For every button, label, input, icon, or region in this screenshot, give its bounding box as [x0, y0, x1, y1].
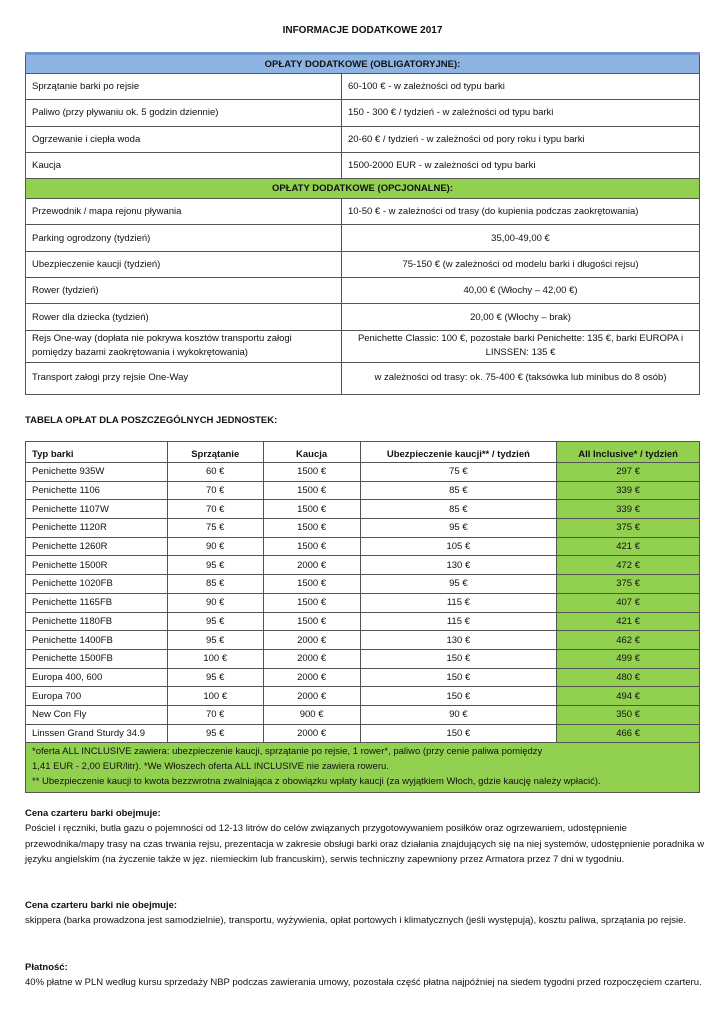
deposit: 900 € — [263, 705, 360, 724]
fee-name: Transport załogi przy rejsie One-Way — [26, 362, 342, 394]
boat-type: New Con Fly — [26, 705, 168, 724]
table-row — [26, 687, 700, 706]
deposit-insurance: 150 € — [360, 687, 557, 706]
fee-value: Penichette Classic: 100 €, pozostałe barki Penichette: 135 €, barki EUROPA i LINSSEN: 135 € — [342, 330, 700, 362]
deposit-insurance: 85 € — [360, 481, 557, 500]
fee-row — [26, 362, 700, 394]
fee-row — [26, 74, 700, 100]
fee-name: Rejs One-way (dopłata nie pokrywa kosztów transportu załogi pomiędzy bazami zaokrętowania i wykokrętowania) — [26, 330, 342, 362]
deposit: 1500 € — [263, 593, 360, 612]
fee-name: Rower (tydzień) — [26, 278, 342, 304]
deposit-insurance: 150 € — [360, 724, 557, 743]
deposit: 2000 € — [263, 687, 360, 706]
note-line: ** Ubezpieczenie kaucji to kwota bezzwrotna zwalniająca z obowiązku wpłaty kaucji (za wyjątkiem Włoch, gdzie kaucję należy wpłacić). — [32, 775, 601, 787]
fee-value: 1500-2000 EUR - w zależności od typu barki — [342, 152, 700, 178]
cleaning-fee: 85 € — [167, 575, 263, 594]
all-inclusive-price: 494 € — [557, 687, 700, 706]
fee-name: Sprzątanie barki po rejsie — [26, 74, 342, 100]
table-row — [26, 705, 700, 724]
table-row — [26, 575, 700, 594]
table-row — [26, 463, 700, 482]
boat-type: Penichette 1260R — [26, 537, 168, 556]
fee-value: w zależności od trasy: ok. 75-400 € (taksówka lub minibus do 8 osób) — [342, 362, 700, 394]
deposit: 1500 € — [263, 612, 360, 631]
fee-name: Ubezpieczenie kaucji (tydzień) — [26, 251, 342, 277]
mandatory-fees-header-label: OPŁATY DODATKOWE (OBLIGATORYJNE): — [26, 54, 700, 74]
fee-name: Ogrzewanie i ciepła woda — [26, 126, 342, 152]
document-title: INFORMACJE DODATKOWE 2017 — [282, 25, 443, 36]
section-text: Pościel i ręczniki, butla gazu o pojemności od 12-13 litrów do celów związanych przygotowywaniem posiłków oraz ogrzewaniem, udostępnienie przewodnika/mapy trasy na czas trwania rejsu, prezentacja w zakresie obsługi barki oraz działania znajdujących się na niej systemów, udostępnienie poradnika w języku angielskim (na życzenie także w jęz. niemieckim lub francuskim), serwis techniczny zapewniony przez Armatora przez 7 dni w tygodniu. — [25, 823, 705, 866]
column-header: Ubezpieczenie kaucji** / tydzień — [360, 442, 557, 463]
all-inclusive-price: 466 € — [557, 724, 700, 743]
cleaning-fee: 100 € — [167, 649, 263, 668]
fee-row — [26, 304, 700, 330]
all-inclusive-price: 480 € — [557, 668, 700, 687]
cleaning-fee: 95 € — [167, 668, 263, 687]
fee-value: 10-50 € - w zależności od trasy (do kupienia podczas zaokrętowania) — [342, 199, 700, 225]
fee-value: 75-150 € (w zależności od modelu barki i długości rejsu) — [342, 251, 700, 277]
cleaning-fee: 90 € — [167, 537, 263, 556]
boat-type: Penichette 1400FB — [26, 631, 168, 650]
cleaning-fee: 95 € — [167, 556, 263, 575]
notes-row — [26, 743, 700, 793]
column-header: Sprzątanie — [167, 442, 263, 463]
deposit-insurance: 75 € — [360, 463, 557, 482]
fee-value: 60-100 € - w zależności od typu barki — [342, 74, 700, 100]
deposit-insurance: 115 € — [360, 612, 557, 631]
deposit-insurance: 150 € — [360, 649, 557, 668]
fee-value: 35,00-49,00 € — [342, 225, 700, 251]
all-inclusive-price: 339 € — [557, 481, 700, 500]
deposit: 2000 € — [263, 724, 360, 743]
cleaning-fee: 95 € — [167, 631, 263, 650]
boat-type: Penichette 935W — [26, 463, 168, 482]
table-row — [26, 519, 700, 538]
cleaning-fee: 100 € — [167, 687, 263, 706]
all-inclusive-price: 297 € — [557, 463, 700, 482]
cleaning-fee: 75 € — [167, 519, 263, 538]
boat-type: Penichette 1107W — [26, 500, 168, 519]
all-inclusive-price: 421 € — [557, 537, 700, 556]
notes — [26, 743, 700, 793]
deposit: 2000 € — [263, 668, 360, 687]
column-header: Kaucja — [263, 442, 360, 463]
fee-name: Przewodnik / mapa rejonu pływania — [26, 199, 342, 225]
table-row — [26, 668, 700, 687]
deposit: 2000 € — [263, 631, 360, 650]
boat-type: Penichette 1180FB — [26, 612, 168, 631]
optional-fees-header — [26, 179, 700, 199]
cleaning-fee: 95 € — [167, 724, 263, 743]
boat-type: Europa 700 — [26, 687, 168, 706]
fee-value: 150 - 300 € / tydzień - w zależności od typu barki — [342, 100, 700, 126]
fee-row — [26, 100, 700, 126]
column-header: All Inclusive* / tydzień — [557, 442, 700, 463]
table-row — [26, 724, 700, 743]
deposit: 2000 € — [263, 556, 360, 575]
fee-row — [26, 152, 700, 178]
fee-row — [26, 126, 700, 152]
note-line: 1,41 EUR - 2,00 EUR/litr). *We Włoszech oferta ALL INCLUSIVE nie zawiera roweru. — [32, 761, 389, 773]
section-heading: Cena czarteru barki nie obejmuje: — [25, 900, 178, 911]
deposit: 1500 € — [263, 500, 360, 519]
boat-type: Linssen Grand Sturdy 34.9 — [26, 724, 168, 743]
fee-row — [26, 251, 700, 277]
boat-type: Penichette 1020FB — [26, 575, 168, 594]
section-text: 40% płatne w PLN według kursu sprzedaży NBP podczas zawierania umowy, pozostała część płatna najpóźniej na siedem tygodni przed rozpoczęciem czarteru. — [25, 977, 702, 989]
section-includes — [25, 806, 705, 868]
boat-type: Penichette 1500R — [26, 556, 168, 575]
mandatory-fees-header — [26, 54, 700, 74]
all-inclusive-price: 407 € — [557, 593, 700, 612]
cleaning-fee: 70 € — [167, 481, 263, 500]
fee-value: 20,00 € (Włochy – brak) — [342, 304, 700, 330]
deposit-insurance: 115 € — [360, 593, 557, 612]
cleaning-fee: 95 € — [167, 612, 263, 631]
fee-name: Rower dla dziecka (tydzień) — [26, 304, 342, 330]
additional-fees-table — [25, 52, 700, 395]
all-inclusive-price: 350 € — [557, 705, 700, 724]
all-inclusive-price: 472 € — [557, 556, 700, 575]
fee-row — [26, 330, 700, 362]
boats-table-title: TABELA OPŁAT DLA POSZCZEGÓLNYCH JEDNOSTEK: — [25, 415, 278, 426]
fee-name: Parking ogrodzony (tydzień) — [26, 225, 342, 251]
fee-row — [26, 225, 700, 251]
note-line: *oferta ALL INCLUSIVE zawiera: ubezpieczenie kaucji, sprzątanie po rejsie, 1 rower*, paliwo (przy cenie paliwa pomiędzy — [32, 746, 543, 758]
section-heading: Cena czarteru barki obejmuje: — [25, 808, 161, 819]
optional-fees-header-label: OPŁATY DODATKOWE (OPCJONALNE): — [26, 179, 700, 199]
fee-name: Paliwo (przy pływaniu ok. 5 godzin dziennie) — [26, 100, 342, 126]
table-row — [26, 631, 700, 650]
deposit: 2000 € — [263, 649, 360, 668]
table-row — [26, 537, 700, 556]
all-inclusive-price: 375 € — [557, 575, 700, 594]
deposit: 1500 € — [263, 519, 360, 538]
all-inclusive-price: 462 € — [557, 631, 700, 650]
cleaning-fee: 70 € — [167, 705, 263, 724]
table-row — [26, 481, 700, 500]
boat-type: Penichette 1120R — [26, 519, 168, 538]
all-inclusive-price: 499 € — [557, 649, 700, 668]
cleaning-fee: 70 € — [167, 500, 263, 519]
column-header: Typ barki — [26, 442, 168, 463]
deposit-insurance: 95 € — [360, 519, 557, 538]
all-inclusive-price: 339 € — [557, 500, 700, 519]
deposit: 1500 € — [263, 481, 360, 500]
deposit-insurance: 105 € — [360, 537, 557, 556]
cleaning-fee: 60 € — [167, 463, 263, 482]
deposit: 1500 € — [263, 463, 360, 482]
fee-row — [26, 278, 700, 304]
deposit-insurance: 85 € — [360, 500, 557, 519]
boat-type: Penichette 1106 — [26, 481, 168, 500]
deposit: 1500 € — [263, 575, 360, 594]
boat-type: Penichette 1165FB — [26, 593, 168, 612]
table-row — [26, 593, 700, 612]
boat-fees-table — [25, 441, 700, 793]
all-inclusive-price: 421 € — [557, 612, 700, 631]
table-row — [26, 500, 700, 519]
fee-value: 20-60 € / tydzień - w zależności od pory roku i typu barki — [342, 126, 700, 152]
deposit-insurance: 95 € — [360, 575, 557, 594]
deposit: 1500 € — [263, 537, 360, 556]
all-inclusive-price: 375 € — [557, 519, 700, 538]
fee-value: 40,00 € (Włochy – 42,00 €) — [342, 278, 700, 304]
section-heading: Płatność: — [25, 962, 68, 973]
table-row — [26, 649, 700, 668]
section-excludes — [25, 898, 705, 929]
section-text: skippera (barka prowadzona jest samodzielnie), transportu, wyżywienia, opłat portowych i klimatycznych (jeśli występują), kosztu paliwa, sprzątania po rejsie. — [25, 915, 687, 927]
deposit-insurance: 130 € — [360, 631, 557, 650]
table-row — [26, 612, 700, 631]
cleaning-fee: 90 € — [167, 593, 263, 612]
deposit-insurance: 130 € — [360, 556, 557, 575]
deposit-insurance: 90 € — [360, 705, 557, 724]
section-payment — [25, 960, 705, 991]
deposit-insurance: 150 € — [360, 668, 557, 687]
fee-name: Kaucja — [26, 152, 342, 178]
fee-row — [26, 199, 700, 225]
boat-type: Europa 400, 600 — [26, 668, 168, 687]
boat-type: Penichette 1500FB — [26, 649, 168, 668]
table-row — [26, 556, 700, 575]
